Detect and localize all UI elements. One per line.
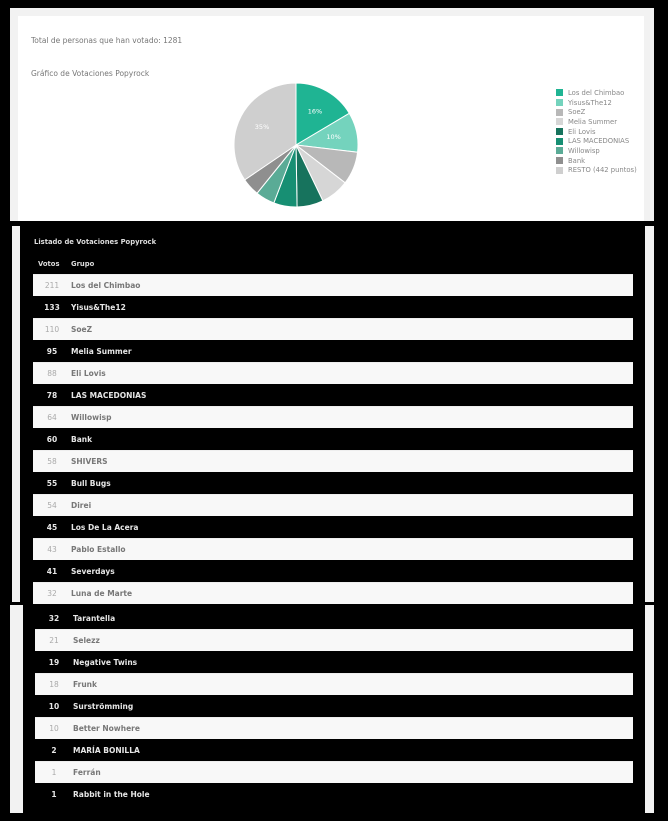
group-cell: MARÍA BONILLA [73,745,140,755]
group-cell: LAS MACEDONIAS [71,390,147,400]
table-row[interactable] [33,494,633,516]
group-cell: Negative Twins [73,657,138,667]
group-cell: Los De La Acera [71,522,139,532]
legend-label: Los del Chimbao [568,88,625,97]
list-panel-left-edge-2 [10,605,23,813]
group-cell: Direi [71,501,92,510]
table-row[interactable] [33,450,633,472]
group-cell: Frunk [73,680,98,689]
group-cell: Luna de Marte [71,589,133,598]
votes-cell: 2 [51,745,57,755]
group-cell: Pablo Estallo [71,545,126,554]
table-row[interactable] [33,362,633,384]
votes-cell: 133 [44,302,60,312]
legend-swatch-icon [556,128,563,135]
votes-table-continued [35,607,633,805]
table-row[interactable] [35,739,633,761]
pie-slice-label: 35% [254,123,270,132]
chart-legend [556,88,637,175]
table-row[interactable] [33,582,633,604]
group-cell: Yisus&The12 [71,302,126,312]
table-row[interactable] [35,695,633,717]
pie-slices [234,83,358,207]
table-row[interactable] [35,651,633,673]
group-cell: Severdays [71,566,115,576]
votes-cell: 32 [48,613,60,623]
votes-cell: 43 [47,545,57,554]
legend-swatch-icon [556,99,563,106]
votes-cell: 10 [48,701,60,711]
group-cell: Surströmming [73,701,134,711]
votes-cell: 55 [46,478,58,488]
group-cell: Bank [71,434,93,444]
table-row[interactable] [33,516,633,538]
legend-swatch-icon [556,89,563,96]
table-row[interactable] [33,538,633,560]
legend-item[interactable] [556,117,637,127]
table-row[interactable] [35,761,633,783]
group-cell: Melia Summer [71,346,132,356]
legend-swatch-icon [556,109,563,116]
votes-cell: 21 [49,636,59,645]
table-row[interactable] [33,406,633,428]
table-row[interactable] [35,673,633,695]
table-row[interactable] [35,783,633,805]
votes-cell: 58 [47,457,57,466]
group-cell: Tarantella [73,613,116,623]
votes-cell: 60 [46,434,58,444]
total-votes-label: Total de personas que han votado: 1281 [31,36,183,45]
votes-cell: 88 [47,369,57,378]
legend-item[interactable] [556,127,637,137]
pie-slice-label: 16% [307,107,323,116]
group-cell: Bull Bugs [71,478,111,488]
votes-cell: 10 [49,724,59,733]
votes-table [33,274,633,604]
legend-swatch-icon [556,147,563,154]
group-cell: SoeZ [71,325,93,334]
group-cell: Ferrán [73,768,101,777]
column-header-group[interactable]: Grupo [71,260,95,268]
chart-title: Gráfico de Votaciones Popyrock [31,69,150,78]
legend-label: Willowisp [568,146,600,155]
pie-chart [223,76,369,214]
legend-label: Bank [568,156,586,165]
votes-cell: 110 [44,325,60,334]
legend-label: Eli Lovis [568,127,596,136]
legend-swatch-icon [556,138,563,145]
list-title: Listado de Votaciones Popyrock [34,238,157,246]
votes-cell: 95 [46,346,58,356]
legend-item[interactable] [556,107,637,117]
group-cell: Selezz [73,636,100,645]
votes-cell: 1 [51,789,57,799]
group-cell: Rabbit in the Hole [73,789,150,799]
legend-item[interactable] [556,136,637,146]
votes-cell: 32 [47,589,57,598]
votes-cell: 54 [47,501,57,510]
column-header-votes[interactable]: Votos [38,260,60,268]
table-row[interactable] [35,629,633,651]
legend-swatch-icon [556,157,563,164]
group-cell: Better Nowhere [73,724,140,733]
legend-item[interactable] [556,88,637,98]
table-row[interactable] [33,472,633,494]
legend-item[interactable] [556,98,637,108]
legend-label: Melia Summer [568,117,617,126]
votes-cell: 78 [46,390,58,400]
group-cell: Eli Lovis [71,369,106,378]
votes-cell: 211 [44,281,60,290]
pie-slice-label: 10% [326,132,341,141]
table-row[interactable] [33,560,633,582]
table-row[interactable] [35,717,633,739]
legend-label: SoeZ [568,108,586,117]
legend-item[interactable] [556,156,637,166]
group-cell: SHIVERS [71,457,108,466]
list-panel-right-edge [645,226,654,602]
table-row[interactable] [33,296,633,318]
votes-cell: 18 [49,680,59,689]
table-row[interactable] [33,318,633,340]
table-row[interactable] [33,340,633,362]
votes-cell: 41 [46,566,58,576]
votes-cell: 19 [48,657,60,667]
table-row[interactable] [35,607,633,629]
legend-swatch-icon [556,167,563,174]
votes-cell: 1 [51,768,57,777]
table-row[interactable] [33,384,633,406]
legend-item[interactable] [556,146,637,156]
group-cell: Los del Chimbao [71,281,141,290]
list-panel-left-edge [12,226,20,602]
legend-item[interactable] [556,166,637,176]
legend-label: RESTO (442 puntos) [568,166,637,175]
legend-label: LAS MACEDONIAS [568,137,630,146]
votes-cell: 64 [47,413,57,422]
table-row[interactable] [33,428,633,450]
group-cell: Willowisp [71,413,112,422]
list-panel-right-edge-2 [645,605,654,813]
legend-label: Yisus&The12 [568,98,612,107]
table-row[interactable] [33,274,633,296]
votes-cell: 45 [46,522,58,532]
legend-swatch-icon [556,118,563,125]
